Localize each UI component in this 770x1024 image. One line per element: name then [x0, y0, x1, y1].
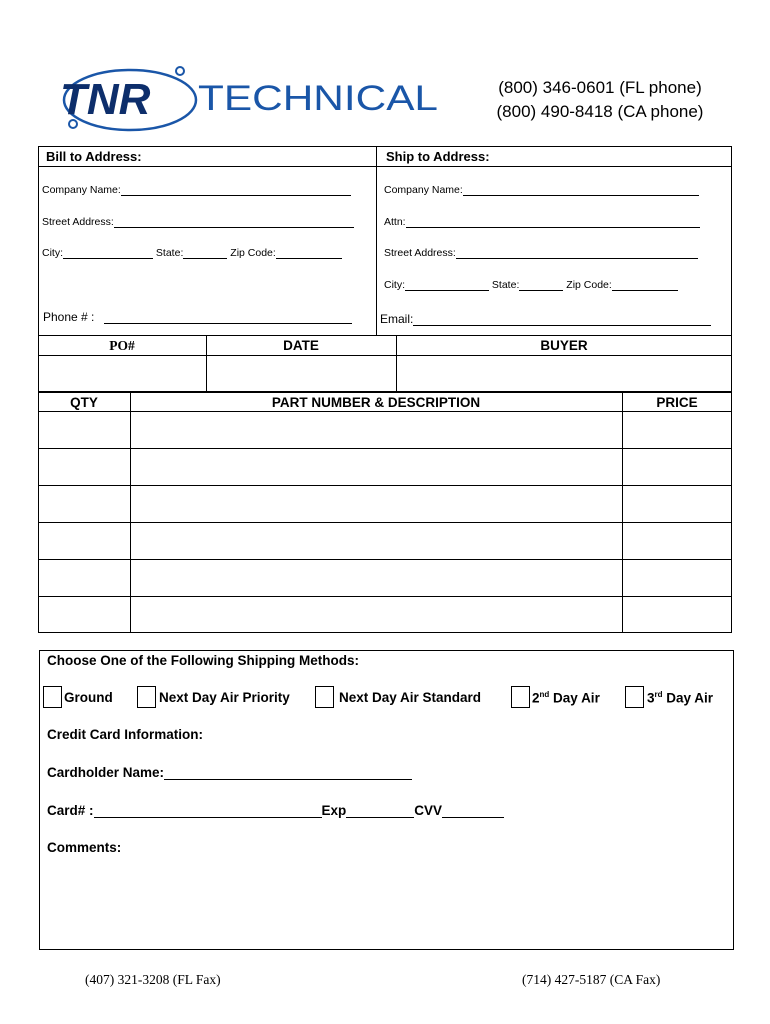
shipping-title: Choose One of the Following Shipping Methods:: [47, 653, 359, 668]
qty-header: QTY: [70, 395, 98, 410]
bill-company-label: Company Name:: [42, 184, 121, 196]
ship-company-label: Company Name:: [384, 184, 463, 196]
ground-label: Ground: [64, 690, 113, 705]
card-number-label: Card# :: [47, 803, 94, 818]
ship-email-field[interactable]: [380, 312, 711, 326]
second-day-checkbox[interactable]: [511, 686, 530, 708]
part-cell[interactable]: [131, 449, 621, 484]
price-cell[interactable]: [623, 449, 731, 484]
qty-cell[interactable]: [39, 560, 129, 595]
ca-phone: (800) 490-8418 (CA phone): [496, 102, 704, 121]
qty-cell[interactable]: [39, 523, 129, 558]
company-logo: [58, 62, 443, 134]
logo-mark: TNR: [60, 75, 151, 124]
ship-state-label: State:: [491, 279, 520, 291]
address-section: [38, 146, 732, 336]
bill-phone-field[interactable]: [43, 310, 352, 324]
exp-label: Exp: [321, 803, 347, 818]
ship-attn-field[interactable]: [384, 216, 700, 228]
ship-email-label: Email:: [380, 312, 414, 326]
bill-state-label: State:: [155, 247, 184, 259]
ship-street-label: Street Address:: [384, 247, 456, 259]
bill-city-state-zip-field[interactable]: [42, 247, 342, 259]
comments-input[interactable]: [46, 862, 726, 944]
part-cell[interactable]: [131, 412, 621, 447]
buyer-input[interactable]: [397, 356, 731, 391]
po-header: PO#: [109, 338, 135, 353]
ship-city-state-zip-field[interactable]: [384, 279, 678, 291]
qty-cell[interactable]: [39, 486, 129, 521]
ca-fax: (714) 427-5187 (CA Fax): [522, 972, 661, 987]
next-day-priority-checkbox[interactable]: [137, 686, 156, 708]
price-cell[interactable]: [623, 523, 731, 558]
qty-cell[interactable]: [39, 597, 129, 632]
second-day-label: 2nd Day Air: [532, 690, 600, 706]
cardholder-field[interactable]: [47, 765, 412, 780]
bill-company-field[interactable]: [42, 184, 351, 196]
ship-city-label: City:: [384, 279, 405, 291]
cvv-label: CVV: [414, 803, 443, 818]
buyer-header: BUYER: [540, 338, 588, 353]
ship-to-title: Ship to Address:: [386, 149, 490, 164]
part-cell[interactable]: [131, 597, 621, 632]
ground-checkbox[interactable]: [43, 686, 62, 708]
part-cell[interactable]: [131, 560, 621, 595]
comments-label: Comments:: [47, 840, 122, 855]
ship-street-field[interactable]: [384, 247, 698, 259]
third-day-label: 3rd Day Air: [647, 690, 714, 706]
date-input[interactable]: [207, 356, 395, 391]
ship-zip-label: Zip Code:: [566, 279, 612, 291]
price-cell[interactable]: [623, 412, 731, 447]
next-day-standard-checkbox[interactable]: [315, 686, 334, 708]
header-phones: [470, 76, 730, 124]
bill-city-label: City:: [42, 247, 63, 259]
next-day-standard-label: Next Day Air Standard: [339, 690, 482, 705]
price-cell[interactable]: [623, 597, 731, 632]
next-day-priority-label: Next Day Air Priority: [159, 690, 290, 705]
qty-cell[interactable]: [39, 412, 129, 447]
ship-attn-label: Attn:: [384, 216, 406, 228]
bill-phone-label: Phone # :: [43, 310, 95, 324]
part-cell[interactable]: [131, 523, 621, 558]
bill-street-label: Street Address:: [42, 216, 114, 228]
price-header: PRICE: [656, 395, 698, 410]
po-input[interactable]: [39, 356, 205, 391]
fl-phone: (800) 346-0601 (FL phone): [498, 78, 702, 97]
price-cell[interactable]: [623, 560, 731, 595]
third-day-checkbox[interactable]: [625, 686, 644, 708]
address-header-divider: [38, 166, 732, 167]
bill-to-title: Bill to Address:: [46, 149, 142, 164]
fl-fax: (407) 321-3208 (FL Fax): [85, 972, 221, 987]
date-header: DATE: [283, 338, 319, 353]
price-cell[interactable]: [623, 486, 731, 521]
cardholder-label: Cardholder Name:: [47, 765, 165, 780]
address-vertical-divider: [376, 146, 377, 336]
bill-zip-label: Zip Code:: [230, 247, 276, 259]
credit-card-title: Credit Card Information:: [47, 727, 204, 742]
logo-word: TECHNICAL: [198, 79, 438, 118]
ship-company-field[interactable]: [384, 184, 699, 196]
bill-street-field[interactable]: [42, 216, 354, 228]
part-cell[interactable]: [131, 486, 621, 521]
card-number-field[interactable]: [47, 803, 504, 818]
qty-cell[interactable]: [39, 449, 129, 484]
part-header: PART NUMBER & DESCRIPTION: [271, 395, 481, 410]
